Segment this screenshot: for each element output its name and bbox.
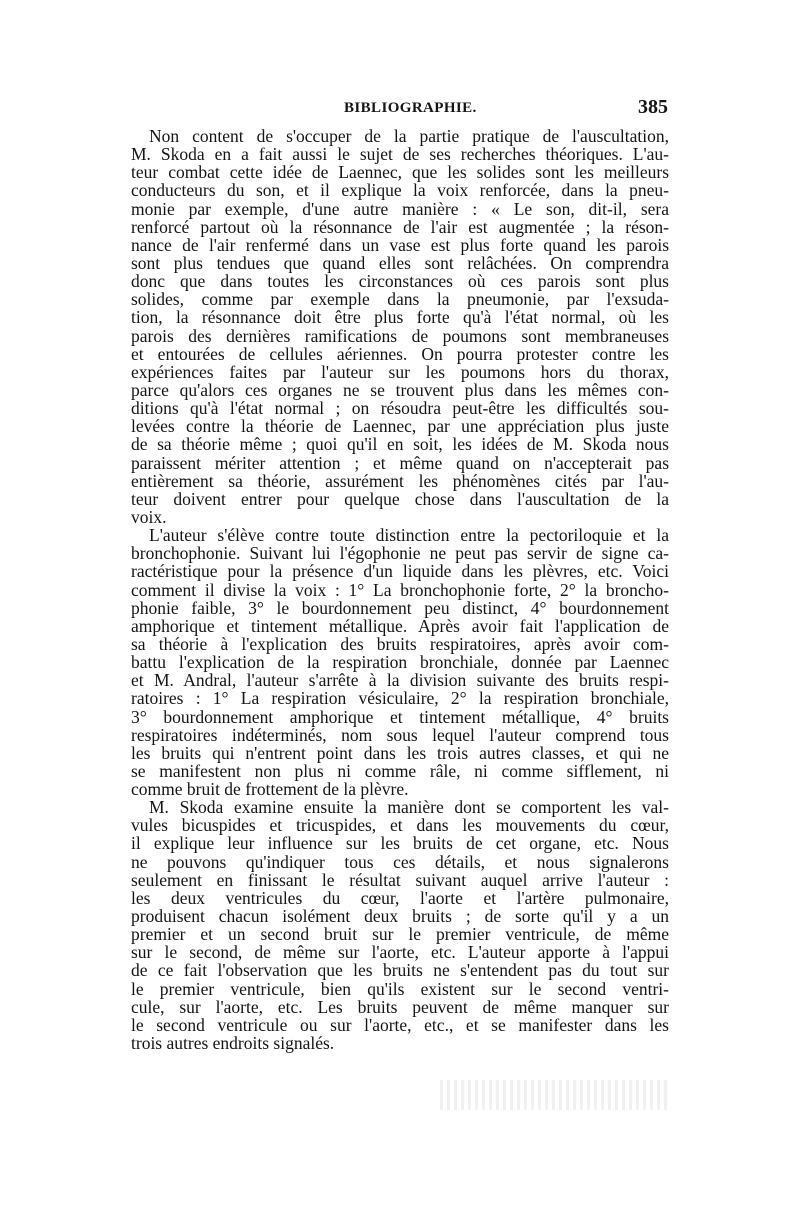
text-line: ne pouvons qu'indiquer tous ces détails, et nous signalerons [131, 851, 669, 872]
text-line: les bruits qui n'entrent point dans les trois autres classes, et qui ne [131, 742, 669, 763]
text-line: renforcé partout où la résonnance de l'air est augmentée ; la réson- [131, 216, 669, 237]
text-line: premier et un second bruit sur le premier ventricule, de même [131, 924, 669, 945]
text-line: teur doivent entrer pour quelque chose dans l'auscultation de la [131, 488, 669, 509]
text-line: et entourées de cellules aériennes. On pourra protester contre les [131, 343, 669, 364]
text-line: sur le second, de même sur l'aorte, etc. L'auteur apporte à l'appui [131, 942, 669, 963]
text-line: et M. Andral, l'auteur s'arrête à la division suivante des bruits respi- [131, 670, 669, 691]
text-line: produisent chacun isolément deux bruits ; de sorte qu'il y a un [131, 906, 669, 927]
text-line: M. Skoda examine ensuite la manière dont se comportent les val- [149, 797, 669, 818]
text-line: voix. [131, 506, 167, 527]
text-line: parce qu'alors ces organes ne se trouvent plus dans les mêmes con- [131, 379, 669, 400]
text-line: de sa théorie même ; quoi qu'il en soit, les idées de M. Skoda nous [131, 434, 669, 455]
text-line: paraissent mériter attention ; et même quand on n'accepterait pas [131, 452, 669, 473]
text-line: le second ventricule ou sur l'aorte, etc., et se manifester dans les [131, 1014, 669, 1035]
body-text [131, 127, 669, 1052]
text-line: sont plus tendues que quand elles sont relâchées. On comprendra [131, 252, 669, 273]
text-line: entièrement sa théorie, assurément les phénomènes cités par l'au- [131, 470, 669, 491]
running-title: BIBLIOGRAPHIE. [344, 100, 477, 116]
text-line: teur combat cette idée de Laennec, que les solides sont les meilleurs [131, 162, 669, 183]
text-line: L'auteur s'élève contre toute distinction entre la pectoriloquie et la [149, 525, 669, 546]
text-line: comment il divise la voix : 1° La bronchophonie forte, 2° la broncho- [131, 579, 669, 600]
text-line: se manifestent non plus ni comme râle, ni comme sifflement, ni [131, 760, 669, 781]
text-line: nance de l'air renfermé dans un vase est plus forte quand les parois [131, 234, 669, 255]
text-line: seulement en finissant le résultat suivant auquel arrive l'auteur : [131, 869, 669, 890]
text-line: Non content de s'occuper de la partie pratique de l'auscultation, [149, 126, 669, 146]
text-line: phonie faible, 3° le bourdonnement peu distinct, 4° bourdonnement [131, 597, 669, 618]
text-line: solides, comme par exemple dans la pneumonie, par l'exsuda- [131, 289, 669, 310]
paragraph-2 [131, 526, 669, 798]
text-line: les deux ventricules du cœur, l'aorte et l'artère pulmonaire, [131, 887, 669, 908]
text-line: il explique leur influence sur les bruits de cet organe, etc. Nous [131, 833, 669, 854]
page-number: 385 [638, 96, 668, 118]
text-line: amphorique et tintement métallique. Après avoir fait l'application de [131, 615, 669, 636]
text-line: battu l'explication de la respiration bronchiale, donnée par Laennec [131, 652, 669, 673]
text-line: trois autres endroits signalés. [131, 1033, 335, 1054]
paragraph-3 [131, 798, 669, 1052]
text-line: 3° bourdonnement amphorique et tintement métallique, 4° bruits [131, 706, 669, 727]
text-line: ratoires : 1° La respiration vésiculaire, 2° la respiration bronchiale, [131, 688, 669, 709]
text-line: le premier ventricule, bien qu'ils existent sur le second ventri- [131, 978, 669, 999]
text-line: M. Skoda en a fait aussi le sujet de ses recherches théoriques. L'au- [131, 144, 669, 165]
text-line: ditions qu'à l'état normal ; on résoudra peut-être les difficultés sou- [131, 398, 669, 419]
running-head [138, 96, 668, 124]
paragraph-1 [131, 127, 669, 526]
text-line: cule, sur l'aorte, etc. Les bruits peuvent de même manquer sur [131, 996, 669, 1017]
text-line: expériences faites par l'auteur sur les poumons hors du thorax, [131, 361, 669, 382]
text-line: vules bicuspides et tricuspides, et dans les mouvements du cœur, [131, 815, 669, 836]
text-line: comme bruit de frottement de la plèvre. [131, 779, 409, 800]
text-line: monie par exemple, d'une autre manière : « Le son, dit-il, sera [131, 198, 669, 219]
text-line: sa théorie à l'explication des bruits respiratoires, après avoir com- [131, 633, 669, 654]
text-line: donc que dans toutes les circonstances où ces parois sont plus [131, 271, 669, 292]
text-line: parois des dernières ramifications de poumons sont membraneuses [131, 325, 669, 346]
text-line: ractéristique pour la présence d'un liquide dans les plèvres, etc. Voici [131, 561, 669, 582]
text-line: tion, la résonnance doit être plus forte qu'à l'état normal, où les [131, 307, 669, 328]
paper-show-through [440, 1080, 670, 1110]
text-line: de ce fait l'observation que les bruits ne s'entendent pas du tout sur [131, 960, 669, 981]
text-line: respiratoires indéterminés, nom sous lequel l'auteur comprend tous [131, 724, 669, 745]
text-line: levées contre la théorie de Laennec, par une appréciation plus juste [131, 416, 669, 437]
text-line: conducteurs du son, et il explique la voix renforcée, dans la pneu- [131, 180, 669, 201]
text-line: bronchophonie. Suivant lui l'égophonie ne peut pas servir de signe ca- [131, 543, 669, 564]
